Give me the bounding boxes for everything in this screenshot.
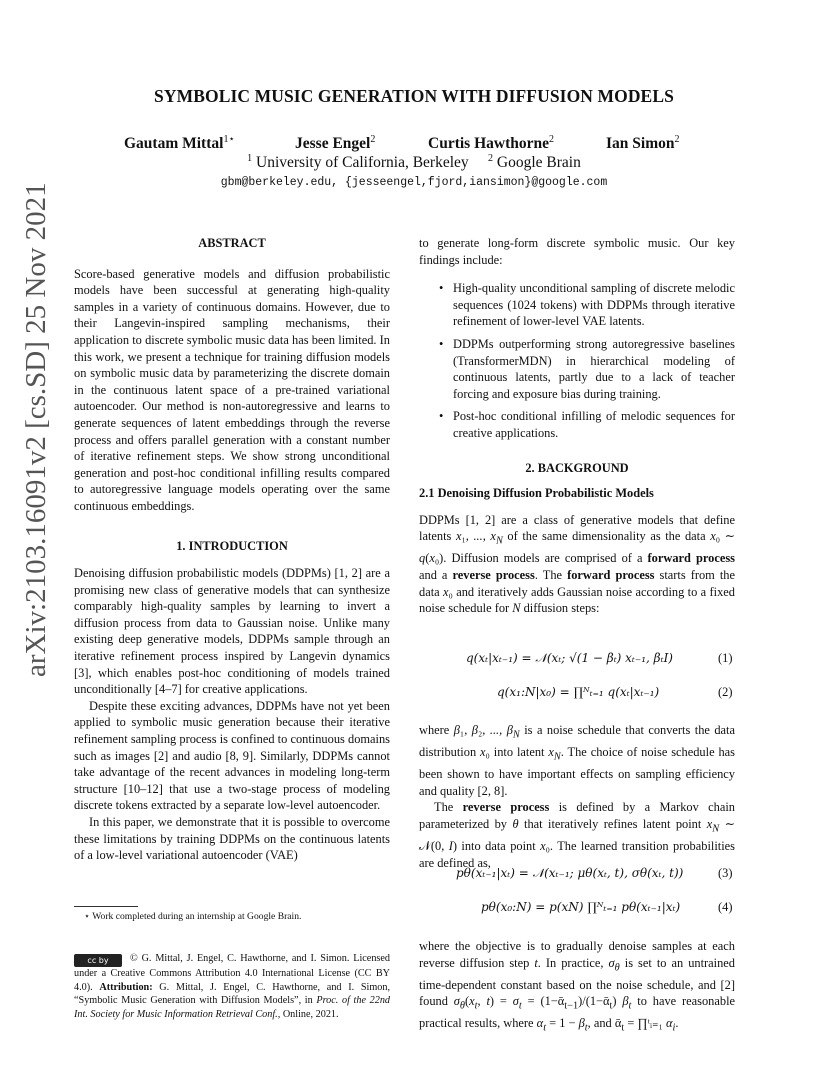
noise-schedule-paragraph: where β₁, β₂, ..., $\beta_N$ is a noise schedule that converts the data distribution x₀ into latent $x_N$. The choice of noise schedule has been shown to have important effects on sampling efficiency and quality [2, 8]. xyxy=(419,723,735,798)
right-column-bottom xyxy=(419,938,735,1037)
findings-list xyxy=(439,280,735,441)
left-column xyxy=(74,235,390,864)
objective-paragraph: where the objective is to gradually denoise samples at each reverse diffusion step t. In practice, $\sigma_\theta$ is set to an untrained time-dependent constant based on the noise schedule, and [2] found $\sigma_\theta(x_t$, $t) = \sigma_t$ = (1−ᾱ$_{t-1}$)/(1−ᾱ$_t$) $\beta_t$ to have reasonable practical results, where $\alpha_t = 1 - \beta_t$, and ᾱ$_t$ = ∏ᵗᵢ₌₁ $\alpha_i$. xyxy=(419,939,736,1034)
equation-1-number: (1) xyxy=(718,651,733,665)
reverse-process-paragraph: The reverse process is defined by a Markov chain parameterized by θ that iteratively refines latent point $x_N$ ∼ 𝒩(0, I) into data point x₀. The learned transition probabilities are defined as, xyxy=(419,800,736,870)
intro-continuation: to generate long-form discrete symbolic music. Our key findings include: xyxy=(419,236,735,267)
equation-4: pθ(x₀:N) = p(xN) ∏ᴺₜ₌₁ pθ(xₜ₋₁|xₜ) xyxy=(481,900,681,914)
author-4: Ian Simon$^2$ xyxy=(606,134,680,153)
subsection-heading: 2.1 Denoising Diffusion Probabilistic Models xyxy=(419,486,654,501)
equation-2: q(x₁:N|x₀) = ∏ᴺₜ₌₁ q(xₜ|xₜ₋₁) xyxy=(497,685,660,699)
equation-4-number: (4) xyxy=(718,900,733,914)
abstract-heading: ABSTRACT xyxy=(198,236,266,250)
intro-paragraph-2: Despite these exciting advances, DDPMs have not yet been applied to symbolic music generation because their iterative refinement sampling process is confined to continuous domains such as images [2] and audio [8, 9]. Similarly, DDPMs cannot take advantage of the recent advances in modeling long-term structure [10–12] that use a two-stage process of modeling discrete tokens extracted by a separate low-level autoencoder. xyxy=(74,698,390,813)
intro-paragraph-1: Denoising diffusion probabilistic models (DDPMs) [1, 2] are a promising new class of generative models that can synthesize comparably high-quality samples by learning to invert a diffusion process from data to Gaussian noise. Unlike many existing deep generative models, DDPMs sample through an iterative refinement process inspired by Langevin dynamics [3], which enables post-hoc conditioning of models trained unconditionally [4–7] for creative applications. xyxy=(74,566,390,697)
finding-item: • DDPMs outperforming strong autoregressive baselines (TransformerMDN) in hierarchical modeling of continuous latents, partly due to a lack of teacher forcing and exposure bias during training. xyxy=(439,336,735,402)
affiliations: $^1$ University of California, Berkeley $^2$ Google Brain xyxy=(247,153,581,172)
paper-title: SYMBOLIC MUSIC GENERATION WITH DIFFUSION MODELS xyxy=(154,86,674,106)
right-column xyxy=(419,235,735,617)
author-emails: gbm@berkeley.edu, {jesseengel,fjord,iansimon}@google.com xyxy=(220,176,608,189)
cc-by-logo[interactable]: cc by xyxy=(74,954,122,967)
abstract-text: Score-based generative models and diffusion probabilistic models have been successful at generating high-quality samples in a variety of continuous domains. However, due to their Langevin-inspired sampling mechanisms, their application to discrete symbolic music data has been limited. In this work, we present a technique for training diffusion models on symbolic music data by parameterizing the discrete domain in the continuous latent space of a pre-trained variational autoencoder. Our method is non-autoregressive and learns to generate sequences of latent embeddings through the reverse process and offers parallel generation with a constant number of iterative refinement steps. We show strong unconditional generation and post-hoc conditional infilling results compared to autoregressive language models operating over the same continuous embeddings. xyxy=(74,266,390,513)
author-1: Gautam Mittal$^{1⋆}$ xyxy=(124,134,235,153)
equation-3: pθ(xₜ₋₁|xₜ) = 𝒩(xₜ₋₁; μθ(xₜ, t), σθ(xₜ, t)) xyxy=(456,866,684,880)
background-heading: 2. BACKGROUND xyxy=(525,460,629,475)
intro-paragraph-3: In this paper, we demonstrate that it is possible to overcome these limitations by training DDPMs on the continuous latents of a low-level variational autoencoder (VAE) xyxy=(74,815,390,863)
footnote: ⋆ Work completed during an internship at Google Brain. xyxy=(84,911,302,922)
equation-2-number: (2) xyxy=(718,685,733,699)
right-column-lower xyxy=(419,722,735,871)
finding-item: • Post-hoc conditional infilling of melodic sequences for creative applications. xyxy=(439,408,735,441)
author-3: Curtis Hawthorne$^2$ xyxy=(428,134,554,153)
ddpm-paragraph: DDPMs [1, 2] are a class of generative models that define latents x₁, ..., $x_N$ of the same dimensionality as the data x₀ ∼ q(x₀). Diffusion models are comprised of a forward process and a reverse process. The forward process starts from the data x₀ and iteratively adds Gaussian noise according to a fixed noise schedule for N diffusion steps: xyxy=(419,512,735,616)
arxiv-stamp: arXiv:2103.16091v2 [cs.SD] 25 Nov 2021 xyxy=(20,182,52,677)
finding-item: • High-quality unconditional sampling of discrete melodic sequences (1024 tokens) with DDPMs through iterative refinement of lower-level VAE latents. xyxy=(439,280,735,330)
footnote-divider xyxy=(74,906,138,907)
equation-3-number: (3) xyxy=(718,866,733,880)
equation-1: q(xₜ|xₜ₋₁) = 𝒩(xₜ; √(1 − βₜ) xₜ₋₁, βₜI) xyxy=(466,651,673,665)
license-block: cc by © G. Mittal, J. Engel, C. Hawthorne, and I. Simon. Licensed under a Creative Commons Attribution 4.0 International License (CC BY 4.0). Attribution: G. Mittal, J. Engel, C. Hawthorne, and I. Simon, “Symbolic Music Generation with Diffusion Models”, in Proc. of the 22nd Int. Society for Music Information Retrieval Conf., Online, 2021. xyxy=(74,953,391,1020)
author-2: Jesse Engel$^2$ xyxy=(295,134,376,153)
intro-heading: 1. INTRODUCTION xyxy=(176,538,288,553)
